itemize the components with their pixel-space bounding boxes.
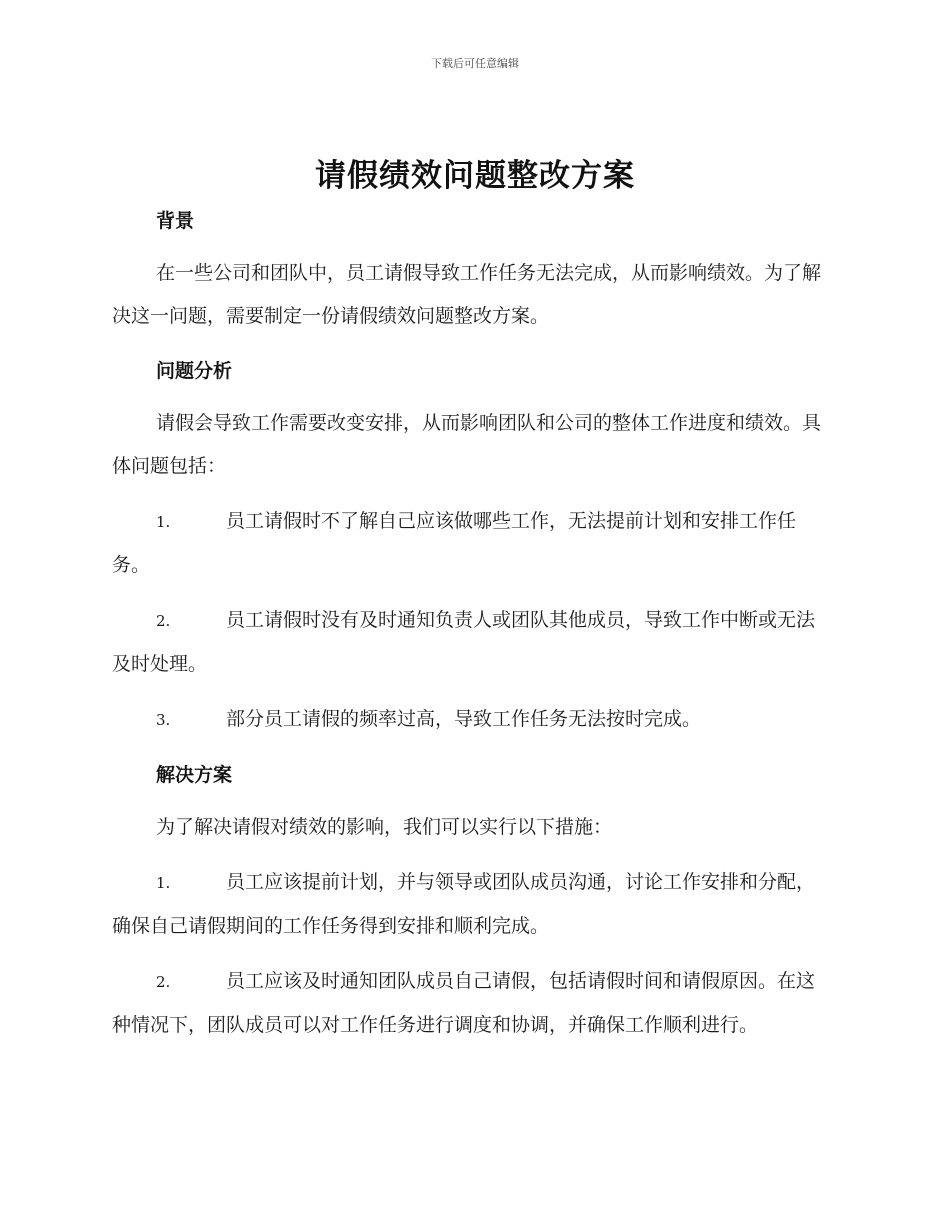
list-item-number: 1. [156,513,171,531]
list-item-number: 1. [156,874,171,892]
list-item-text: 员工应该提前计划，并与领导或团队成员沟通，讨论工作安排和分配，确保自己请假期间的工作任务得到安排和顺利完成。 [112,871,816,937]
list-item [112,500,832,587]
list-item-number: 2. [156,973,171,991]
section-heading-background: 背景 [156,210,195,232]
list-item-text: 员工请假时没有及时通知负责人或团队其他成员，导致工作中断或无法及时处理。 [112,609,816,675]
solution-paragraph: 为了解决请假对绩效的影响，我们可以实行以下措施： [156,816,613,838]
header-note: 下载后可任意编辑 [431,57,519,70]
list-item [112,698,832,742]
list-item [112,599,832,686]
document-title: 请假绩效问题整改方案 [315,158,635,194]
list-item [112,861,832,948]
list-item-text: 部分员工请假的频率过高，导致工作任务无法按时完成。 [226,708,702,730]
document-body [112,200,832,1047]
section-heading-analysis: 问题分析 [156,360,233,382]
section-heading-solution: 解决方案 [156,764,233,786]
analysis-paragraph: 请假会导致工作需要改变安排，从而影响团队和公司的整体工作进度和绩效。具体问题包括： [112,412,822,477]
list-item-number: 3. [156,711,171,729]
background-paragraph: 在一些公司和团队中，员工请假导致工作任务无法完成，从而影响绩效。为了解决这一问题，需要制定一份请假绩效问题整改方案。 [112,262,822,327]
list-item-text: 员工应该及时通知团队成员自己请假，包括请假时间和请假原因。在这种情况下，团队成员可以对工作任务进行调度和协调，并确保工作顺利进行。 [112,970,816,1036]
list-item-text: 员工请假时不了解自己应该做哪些工作，无法提前计划和安排工作任务。 [112,510,797,576]
list-item [112,960,832,1047]
list-item-number: 2. [156,612,171,630]
